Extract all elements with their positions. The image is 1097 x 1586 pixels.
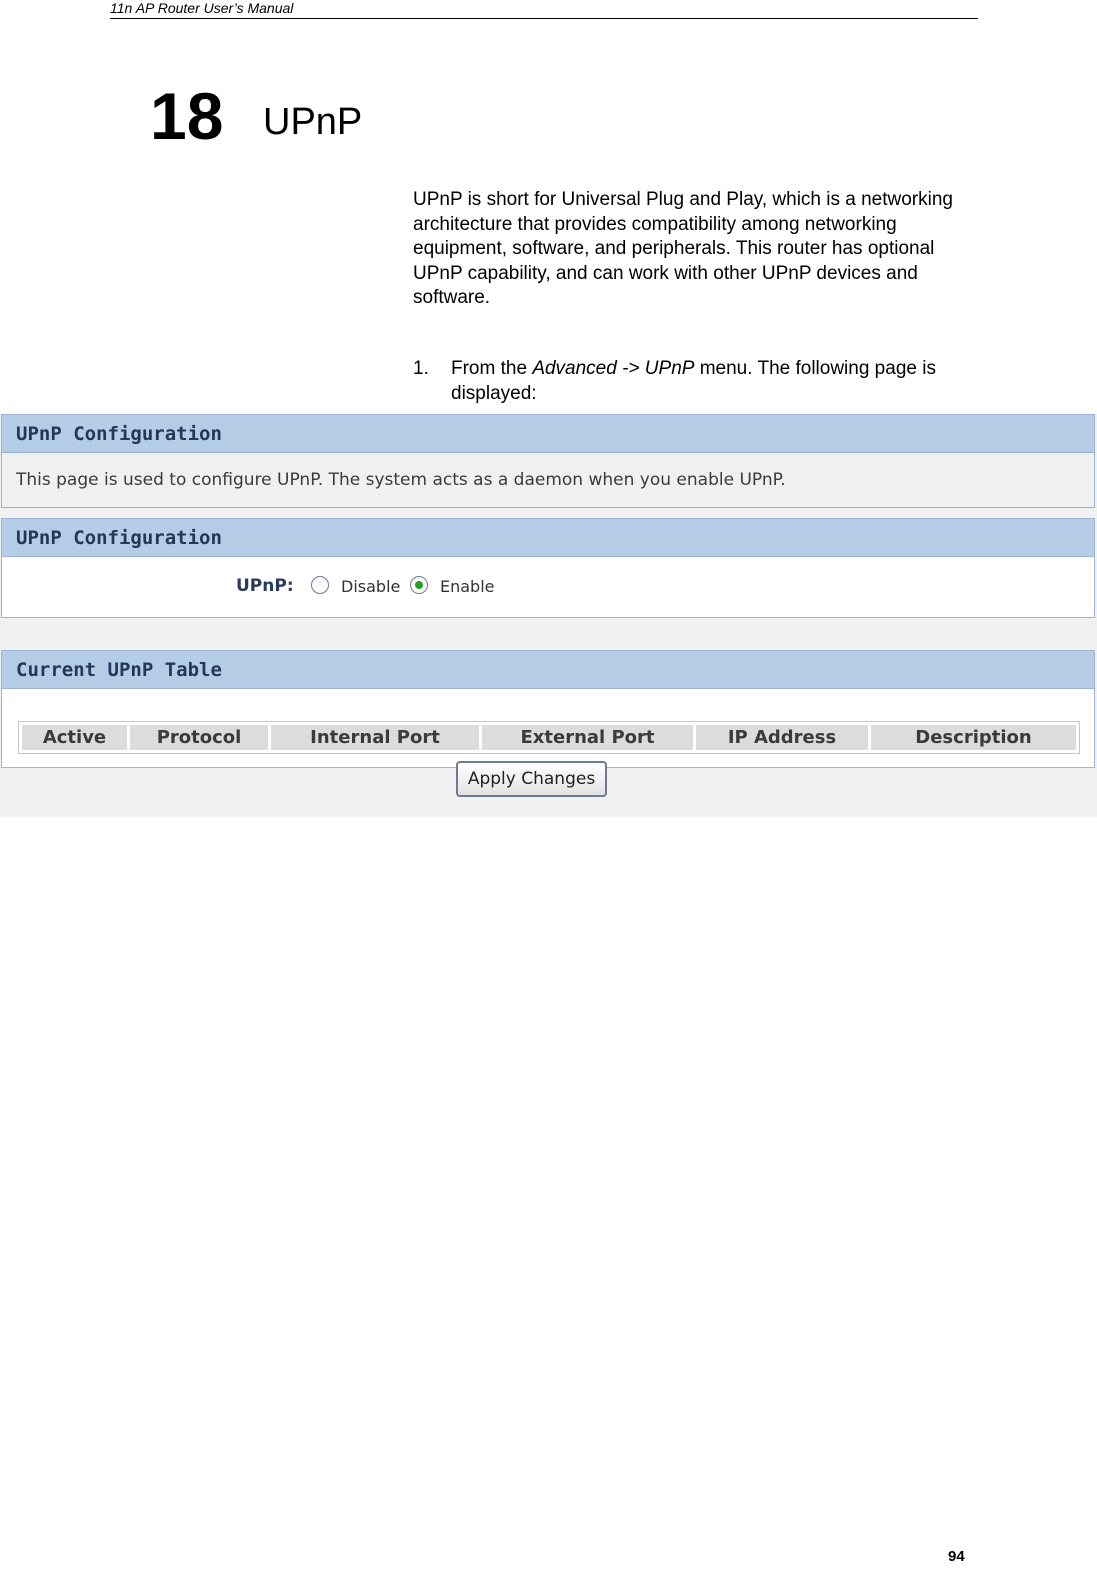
enable-radio-label[interactable]: Enable	[440, 577, 495, 596]
column-header-ip-address: IP Address	[696, 725, 868, 750]
upnp-screenshot	[0, 414, 1097, 817]
column-header-description: Description	[871, 725, 1076, 750]
page-number: 94	[948, 1548, 965, 1565]
chapter-title: UPnP	[263, 101, 363, 143]
upnp-setting-row	[2, 557, 1094, 617]
step-suffix: menu. The following page is displayed:	[451, 358, 936, 404]
table-header-row	[22, 725, 1076, 750]
info-panel-description: This page is used to configure UPnP. The system acts as a daemon when you enable UPnP.	[2, 453, 1094, 507]
enable-radio[interactable]	[410, 576, 428, 594]
intro-paragraph: UPnP is short for Universal Plug and Play, which is a networking architecture that provides compatibility among networking equipment, software, and peripherals. This router has optional UPnP capability, and can work with other UPnP devices and software.	[413, 189, 953, 308]
config-panel-title: UPnP Configuration	[2, 519, 1094, 557]
table-area	[2, 689, 1094, 767]
running-header: 11n AP Router User’s Manual	[110, 0, 978, 19]
upnp-table	[18, 721, 1080, 754]
step-number: 1.	[413, 358, 429, 379]
table-panel	[1, 650, 1095, 768]
table-panel-title: Current UPnP Table	[2, 651, 1094, 689]
column-header-external-port: External Port	[482, 725, 693, 750]
step-prefix: From the	[451, 358, 533, 379]
disable-radio-label[interactable]: Disable	[341, 577, 401, 596]
column-header-active: Active	[22, 725, 127, 750]
column-header-internal-port: Internal Port	[271, 725, 479, 750]
disable-radio[interactable]	[311, 576, 329, 594]
info-panel-title: UPnP Configuration	[2, 415, 1094, 453]
chapter-number: 18	[150, 79, 224, 153]
column-header-protocol: Protocol	[130, 725, 268, 750]
step-text	[451, 357, 976, 406]
apply-changes-button[interactable]: Apply Changes	[456, 761, 607, 797]
upnp-label: UPnP:	[236, 576, 294, 596]
menu-path: Advanced -> UPnP	[532, 358, 695, 379]
info-panel	[1, 414, 1095, 508]
config-panel	[1, 518, 1095, 618]
